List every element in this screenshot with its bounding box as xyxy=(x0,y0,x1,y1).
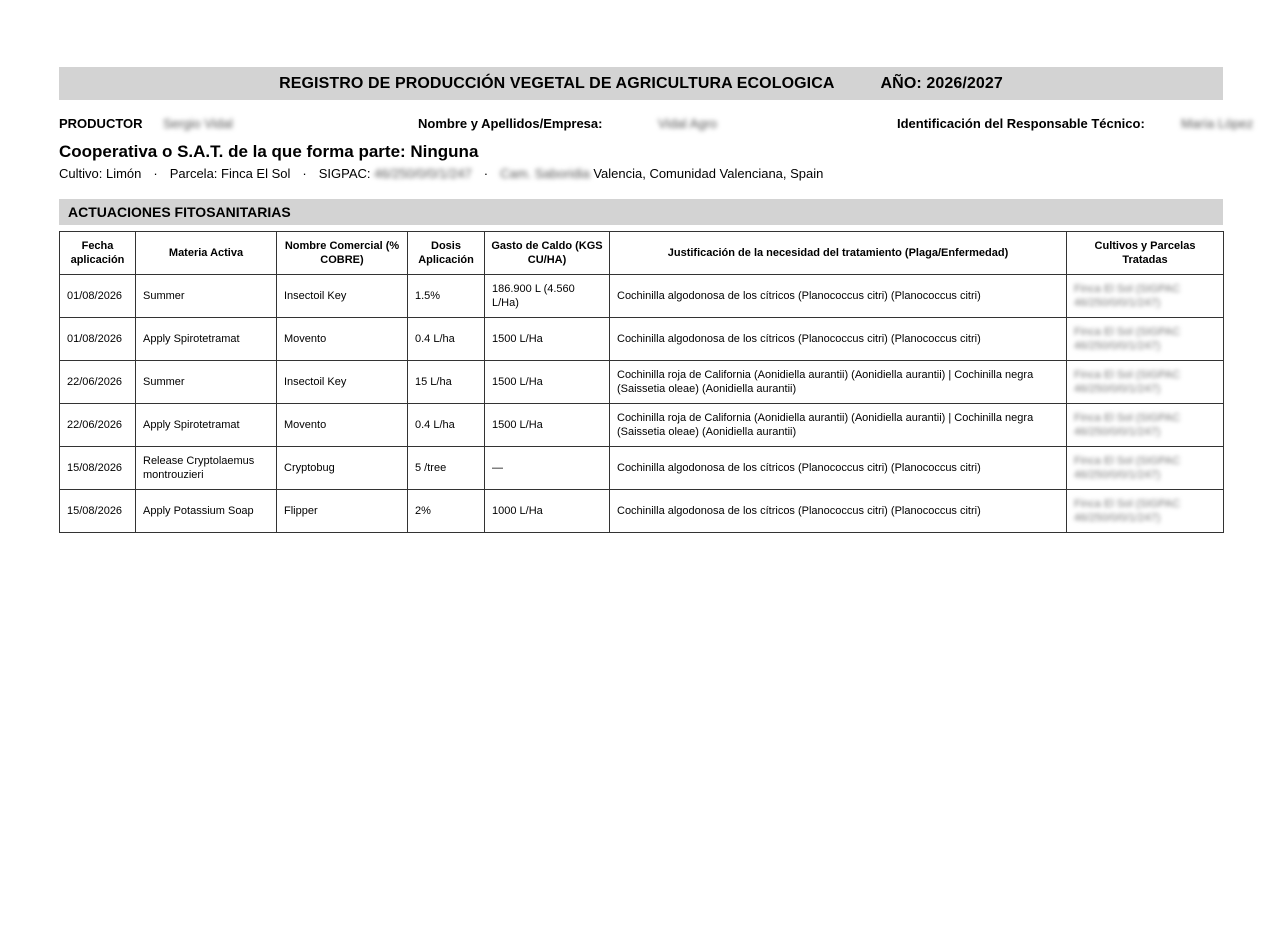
table-cell: 1500 L/Ha xyxy=(485,318,610,361)
tecnico-label: Identificación del Responsable Técnico: xyxy=(897,116,1145,131)
table-cell: Summer xyxy=(136,275,277,318)
table-cell: Cochinilla algodonosa de los cítricos (Planococcus citri) (Planococcus citri) xyxy=(610,447,1067,490)
table-cell: Cochinilla algodonosa de los cítricos (Planococcus citri) (Planococcus citri) xyxy=(610,275,1067,318)
table-cell: Apply Spirotetramat xyxy=(136,404,277,447)
table-cell: Release Cryptolaemus montrouzieri xyxy=(136,447,277,490)
table-cell: Movento xyxy=(277,404,408,447)
cooperativa-line: Cooperativa o S.A.T. de la que forma parte: Ninguna xyxy=(59,142,479,161)
producer-info-row xyxy=(59,116,1254,136)
table-cell: 1500 L/Ha xyxy=(485,361,610,404)
table-cell: Finca El Sol (SIGPAC 46/250/0/0/1/247) xyxy=(1067,318,1224,361)
column-header: Fecha aplicación xyxy=(60,232,136,275)
table-cell: Summer xyxy=(136,361,277,404)
table-row xyxy=(60,275,1224,318)
empresa-label: Nombre y Apellidos/Empresa: xyxy=(418,116,603,131)
separator: · xyxy=(302,166,307,181)
table-cell: Finca El Sol (SIGPAC 46/250/0/0/1/247) xyxy=(1067,361,1224,404)
column-header: Gasto de Caldo (KGS CU/HA) xyxy=(485,232,610,275)
location-text: Valencia, Comunidad Valenciana, Spain xyxy=(593,166,824,181)
table-cell: 0.4 L/ha xyxy=(408,318,485,361)
tecnico-value: María López xyxy=(1181,116,1254,131)
table-cell: Finca El Sol (SIGPAC 46/250/0/0/1/247) xyxy=(1067,447,1224,490)
column-header: Cultivos y Parcelas Tratadas xyxy=(1067,232,1224,275)
table-header-row xyxy=(60,232,1224,275)
table-cell: 2% xyxy=(408,490,485,533)
document-page xyxy=(59,67,1254,533)
column-header: Justificación de la necesidad del tratamiento (Plaga/Enfermedad) xyxy=(610,232,1067,275)
table-cell: Cochinilla roja de California (Aonidiella aurantii) (Aonidiella aurantii) | Cochinilla negra (Saissetia oleae) (Aonidiella aurantii) xyxy=(610,404,1067,447)
table-cell: 22/06/2026 xyxy=(60,404,136,447)
column-header: Dosis Aplicación xyxy=(408,232,485,275)
table-cell: 1000 L/Ha xyxy=(485,490,610,533)
table-cell: 15 L/ha xyxy=(408,361,485,404)
empresa-value: Vidal Agro xyxy=(658,116,718,131)
document-title: REGISTRO DE PRODUCCIÓN VEGETAL DE AGRICULTURA ECOLOGICA xyxy=(279,74,835,92)
document-title-bar xyxy=(59,67,1223,100)
column-header: Materia Activa xyxy=(136,232,277,275)
table-cell: 15/08/2026 xyxy=(60,490,136,533)
table-cell: Insectoil Key xyxy=(277,361,408,404)
separator: · xyxy=(153,166,158,181)
table-cell: Finca El Sol (SIGPAC 46/250/0/0/1/247) xyxy=(1067,275,1224,318)
productor-value: Sergio Vidal xyxy=(163,116,233,131)
section-title: ACTUACIONES FITOSANITARIAS xyxy=(68,204,291,220)
table-cell: 1.5% xyxy=(408,275,485,318)
column-header: Nombre Comercial (% COBRE) xyxy=(277,232,408,275)
productor-label: PRODUCTOR xyxy=(59,116,143,131)
table-cell: Flipper xyxy=(277,490,408,533)
table-row xyxy=(60,490,1224,533)
table-cell: Movento xyxy=(277,318,408,361)
table-cell: Cryptobug xyxy=(277,447,408,490)
table-cell: 5 /tree xyxy=(408,447,485,490)
sigpac-label: SIGPAC: xyxy=(318,166,371,181)
table-cell: Cochinilla algodonosa de los cítricos (Planococcus citri) (Planococcus citri) xyxy=(610,318,1067,361)
table-cell: 01/08/2026 xyxy=(60,318,136,361)
table-cell: Apply Potassium Soap xyxy=(136,490,277,533)
crop-meta-line xyxy=(59,166,1223,184)
table-cell: Finca El Sol (SIGPAC 46/250/0/0/1/247) xyxy=(1067,490,1224,533)
table-cell: 22/06/2026 xyxy=(60,361,136,404)
cultivo-text: Cultivo: Limón xyxy=(59,166,142,181)
table-cell: Apply Spirotetramat xyxy=(136,318,277,361)
table-cell: 0.4 L/ha xyxy=(408,404,485,447)
parcela-text: Parcela: Finca El Sol xyxy=(169,166,291,181)
table-cell: Insectoil Key xyxy=(277,275,408,318)
table-row xyxy=(60,361,1224,404)
table-row xyxy=(60,447,1224,490)
section-header xyxy=(59,199,1223,225)
sigpac-value: 46/250/0/0/1/247 xyxy=(374,166,472,181)
camino-text: Cam. Saboridia xyxy=(500,166,590,181)
table-cell: 186.900 L (4.560 L/Ha) xyxy=(485,275,610,318)
table-row xyxy=(60,318,1224,361)
table-cell: Cochinilla algodonosa de los cítricos (Planococcus citri) (Planococcus citri) xyxy=(610,490,1067,533)
table-cell: Finca El Sol (SIGPAC 46/250/0/0/1/247) xyxy=(1067,404,1224,447)
treatments-table xyxy=(59,231,1224,533)
separator: · xyxy=(483,166,489,181)
table-cell: 15/08/2026 xyxy=(60,447,136,490)
table-cell: — xyxy=(485,447,610,490)
table-cell: Cochinilla roja de California (Aonidiella aurantii) (Aonidiella aurantii) | Cochinilla negra (Saissetia oleae) (Aonidiella aurantii) xyxy=(610,361,1067,404)
year-label: AÑO: 2026/2027 xyxy=(880,74,1003,92)
table-row xyxy=(60,404,1224,447)
table-cell: 1500 L/Ha xyxy=(485,404,610,447)
table-cell: 01/08/2026 xyxy=(60,275,136,318)
